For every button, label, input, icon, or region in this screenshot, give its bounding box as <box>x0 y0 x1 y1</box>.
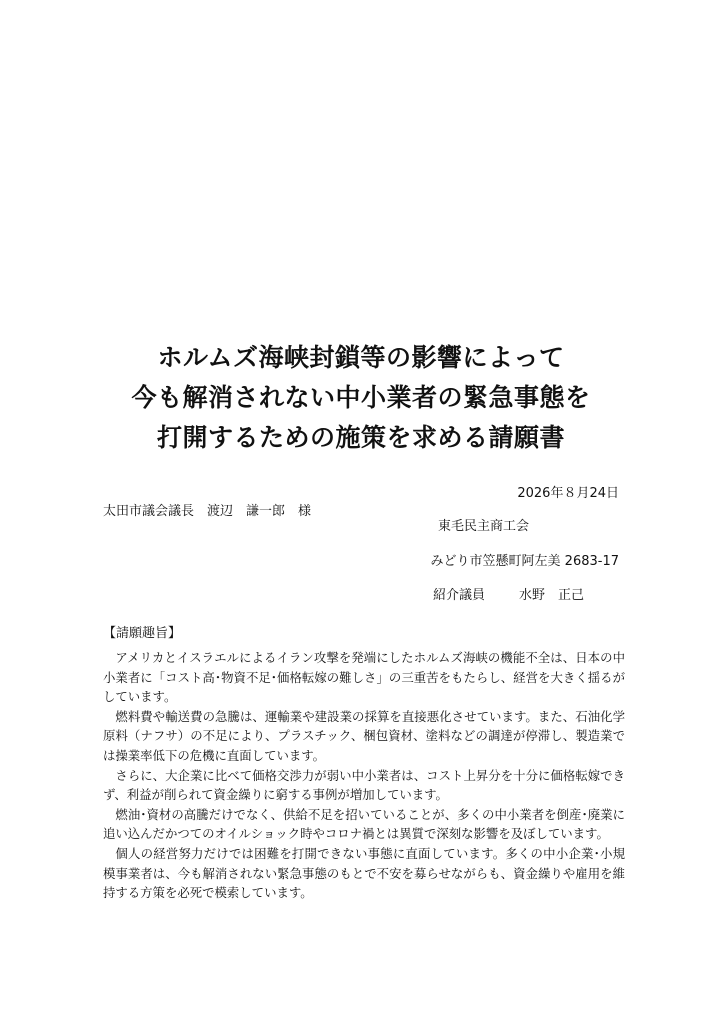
title-line-1: ホルムズ海峡封鎖等の影響によって <box>157 343 565 372</box>
title-line-3: 打開するための施策を求める請願書 <box>156 423 565 452</box>
addressee: 太田市議会議長 渡辺 謙一郎 様 <box>103 504 312 519</box>
introducer-name: 水野 正己 <box>519 588 585 603</box>
purpose-paragraph-3: さらに、大企業に比べて価格交渉力が弱い中小業者は、コスト上昇分を十分に価格転嫁できず、利益が削られて資金繰りに窮する事例が増加しています。 <box>103 767 625 803</box>
introducer-label: 紹介議員 <box>433 588 486 603</box>
purpose-heading: 【請願趣旨】 <box>103 626 182 641</box>
purpose-paragraph-2: 燃料費や輸送費の急騰は、運輸業や建設業の採算を直接悪化させています。また、石油化学原料（ナフサ）の不足により、プラスチック、梱包資材、塗料などの調達が停滞し、製造業では操業率低下の危機に直面しています。 <box>103 708 625 763</box>
petitioner-organization: 東毛民主商工会 <box>438 519 530 534</box>
introducer-line <box>433 587 584 605</box>
purpose-body <box>103 648 625 903</box>
purpose-paragraph-5: 個人の経営努力だけでは困難を打開できない事態に直面しています。多くの中小企業･小規模事業者は、今も解消されない緊急事態のもとで不安を募らせながらも、資金繰りや雇用を維持する方策を必死で模索しています。 <box>103 845 625 901</box>
petitioner-address: みどり市笠懸町阿左美 2683-17 <box>430 554 619 569</box>
petition-date: 2026年８月24日 <box>517 486 619 501</box>
purpose-paragraph-1: アメリカとイスラエルによるイラン攻撃を発端にしたホルムズ海峡の機能不全は、日本の中小業者に「コスト高･物資不足･価格転嫁の難しさ」の三重苦をもたらし、経営を大きく揺るがしています。 <box>103 650 625 705</box>
title-line-2: 今も解消されない中小業者の緊急事態を <box>131 383 591 412</box>
purpose-paragraph-4: 燃油･資材の高騰だけでなく、供給不足を招いていることが、多くの中小業者を倒産･廃業に追い込んだかつてのオイルショック時やコロナ禍とは異質で深刻な影響を及ぼしています。 <box>103 806 625 842</box>
petition-title <box>0 338 722 458</box>
